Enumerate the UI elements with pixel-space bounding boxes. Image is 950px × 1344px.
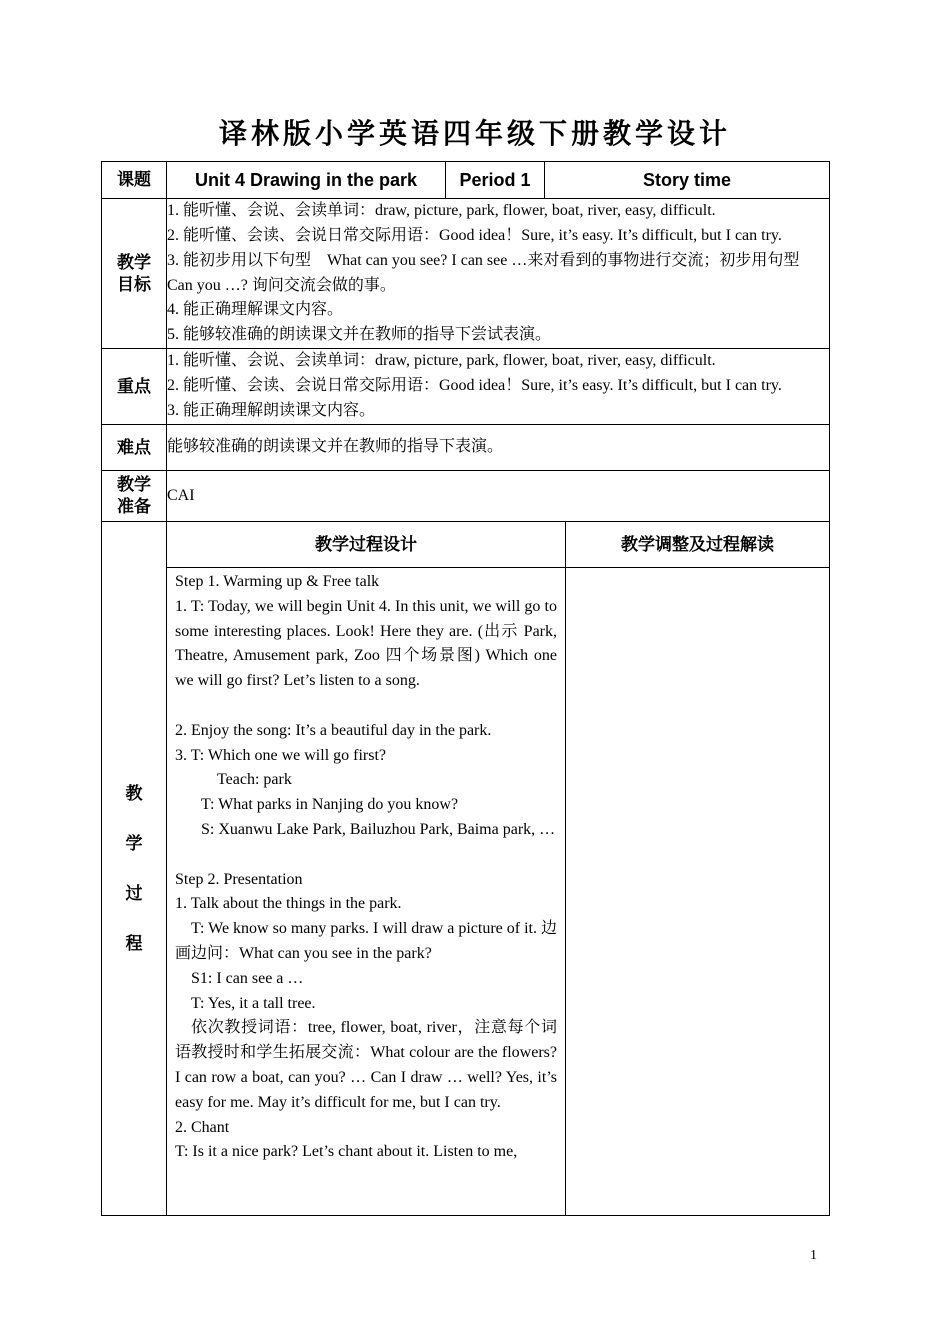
objectives-label-line2: 目标 <box>117 274 151 295</box>
difficulties-label: 难点 <box>102 425 167 471</box>
process-line: T: Yes, it a tall tree. <box>191 994 316 1012</box>
process-line: Teach: park <box>217 771 292 789</box>
process-adjustment-cell <box>566 568 830 1216</box>
process-label-char: 程 <box>125 933 143 954</box>
objectives-content <box>167 199 830 349</box>
lesson-plan-table <box>101 161 830 1216</box>
process-header-row <box>102 522 830 568</box>
key-point-item: 1. 能听懂、会说、会读单词：draw, picture, park, flower, boat, river, easy, difficult. <box>167 352 716 370</box>
key-point-item: 3. 能正确理解朗读课文内容。 <box>167 401 376 419</box>
key-points-row <box>102 349 830 425</box>
preparation-row <box>102 471 830 522</box>
preparation-label <box>102 471 167 522</box>
period-label: Period 1 <box>446 162 545 199</box>
objective-item: 2. 能听懂、会读、会说日常交际用语：Good idea！Sure, it’s easy. It’s difficult, but I can try. <box>167 226 782 244</box>
process-adjustment-header: 教学调整及过程解读 <box>566 522 830 568</box>
process-design-header: 教学过程设计 <box>167 522 566 568</box>
process-design-cell <box>167 568 566 1216</box>
process-label-char: 教 <box>125 783 143 804</box>
process-label <box>102 522 167 1216</box>
process-line: 依次教授词语：tree, flower, boat, river，注意每个词语教授时和学生拓展交流：What colour are the flowers? I can row a boat, can you? … Can I draw … well? Yes, it’s easy for me. May it’s difficult for me, but I can try. <box>175 1019 557 1111</box>
objective-item: 4. 能正确理解课文内容。 <box>167 301 344 319</box>
key-point-item: 2. 能听懂、会读、会说日常交际用语：Good idea！Sure, it’s easy. It’s difficult, but I can try. <box>167 377 782 395</box>
difficulties-content: 能够较准确的朗读课文并在教师的指导下表演。 <box>167 425 830 471</box>
objectives-label-line1: 教学 <box>117 252 151 273</box>
process-line: S1: I can see a … <box>191 969 304 987</box>
preparation-content: CAI <box>167 471 830 522</box>
process-blank-line <box>175 694 557 719</box>
objective-item: 5. 能够较准确的朗读课文并在教师的指导下尝试表演。 <box>167 326 552 344</box>
topic-row <box>102 162 830 199</box>
process-blank-line <box>175 843 557 868</box>
document-title: 译林版小学英语四年级下册教学设计 <box>218 117 731 150</box>
process-line: Step 2. Presentation <box>175 870 303 888</box>
objectives-label <box>102 199 167 349</box>
key-points-label: 重点 <box>102 349 167 425</box>
unit-title: Unit 4 Drawing in the park <box>167 162 446 199</box>
page-number: 1 <box>810 1248 817 1263</box>
process-line: T: We know so many parks. I will draw a picture of it. 边画边问：What can you see in the park? <box>175 920 557 962</box>
preparation-label-line2: 准备 <box>117 497 151 517</box>
process-label-char: 过 <box>125 883 143 904</box>
objectives-row <box>102 199 830 349</box>
process-line: 2. Enjoy the song: It’s a beautiful day in the park. <box>175 721 492 739</box>
process-line: 2. Chant <box>175 1118 230 1136</box>
process-label-char: 学 <box>125 833 143 854</box>
process-line: 1. T: Today, we will begin Unit 4. In this unit, we will go to some interesting places. Look! Here they are. (出示 Park, Theatre, Amusement park, Zoo 四个场景图) Which one we will go first? Let’s listen to a song. <box>175 597 557 690</box>
process-line: Step 1. Warming up & Free talk <box>175 573 380 590</box>
difficulties-row <box>102 425 830 471</box>
objective-item: 1. 能听懂、会说、会读单词：draw, picture, park, flower, boat, river, easy, difficult. <box>167 202 716 220</box>
process-line: T: What parks in Nanjing do you know? <box>201 796 459 814</box>
process-content-row <box>102 568 830 1216</box>
objective-item: 3. 能初步用以下句型 What can you see? I can see …来对看到的事物进行交流；初步用句型 Can you …? 询问交流会做的事。 <box>167 251 800 294</box>
process-line: T: Is it a nice park? Let’s chant about it. Listen to me, <box>175 1143 518 1161</box>
process-line: S: Xuanwu Lake Park, Bailuzhou Park, Baima park, … <box>201 820 556 838</box>
part-label: Story time <box>545 162 830 199</box>
process-line: 3. T: Which one we will go first? <box>175 746 387 764</box>
topic-label: 课题 <box>102 162 167 199</box>
preparation-label-line1: 教学 <box>117 475 151 495</box>
process-line: 1. Talk about the things in the park. <box>175 895 402 913</box>
key-points-content <box>167 349 830 425</box>
